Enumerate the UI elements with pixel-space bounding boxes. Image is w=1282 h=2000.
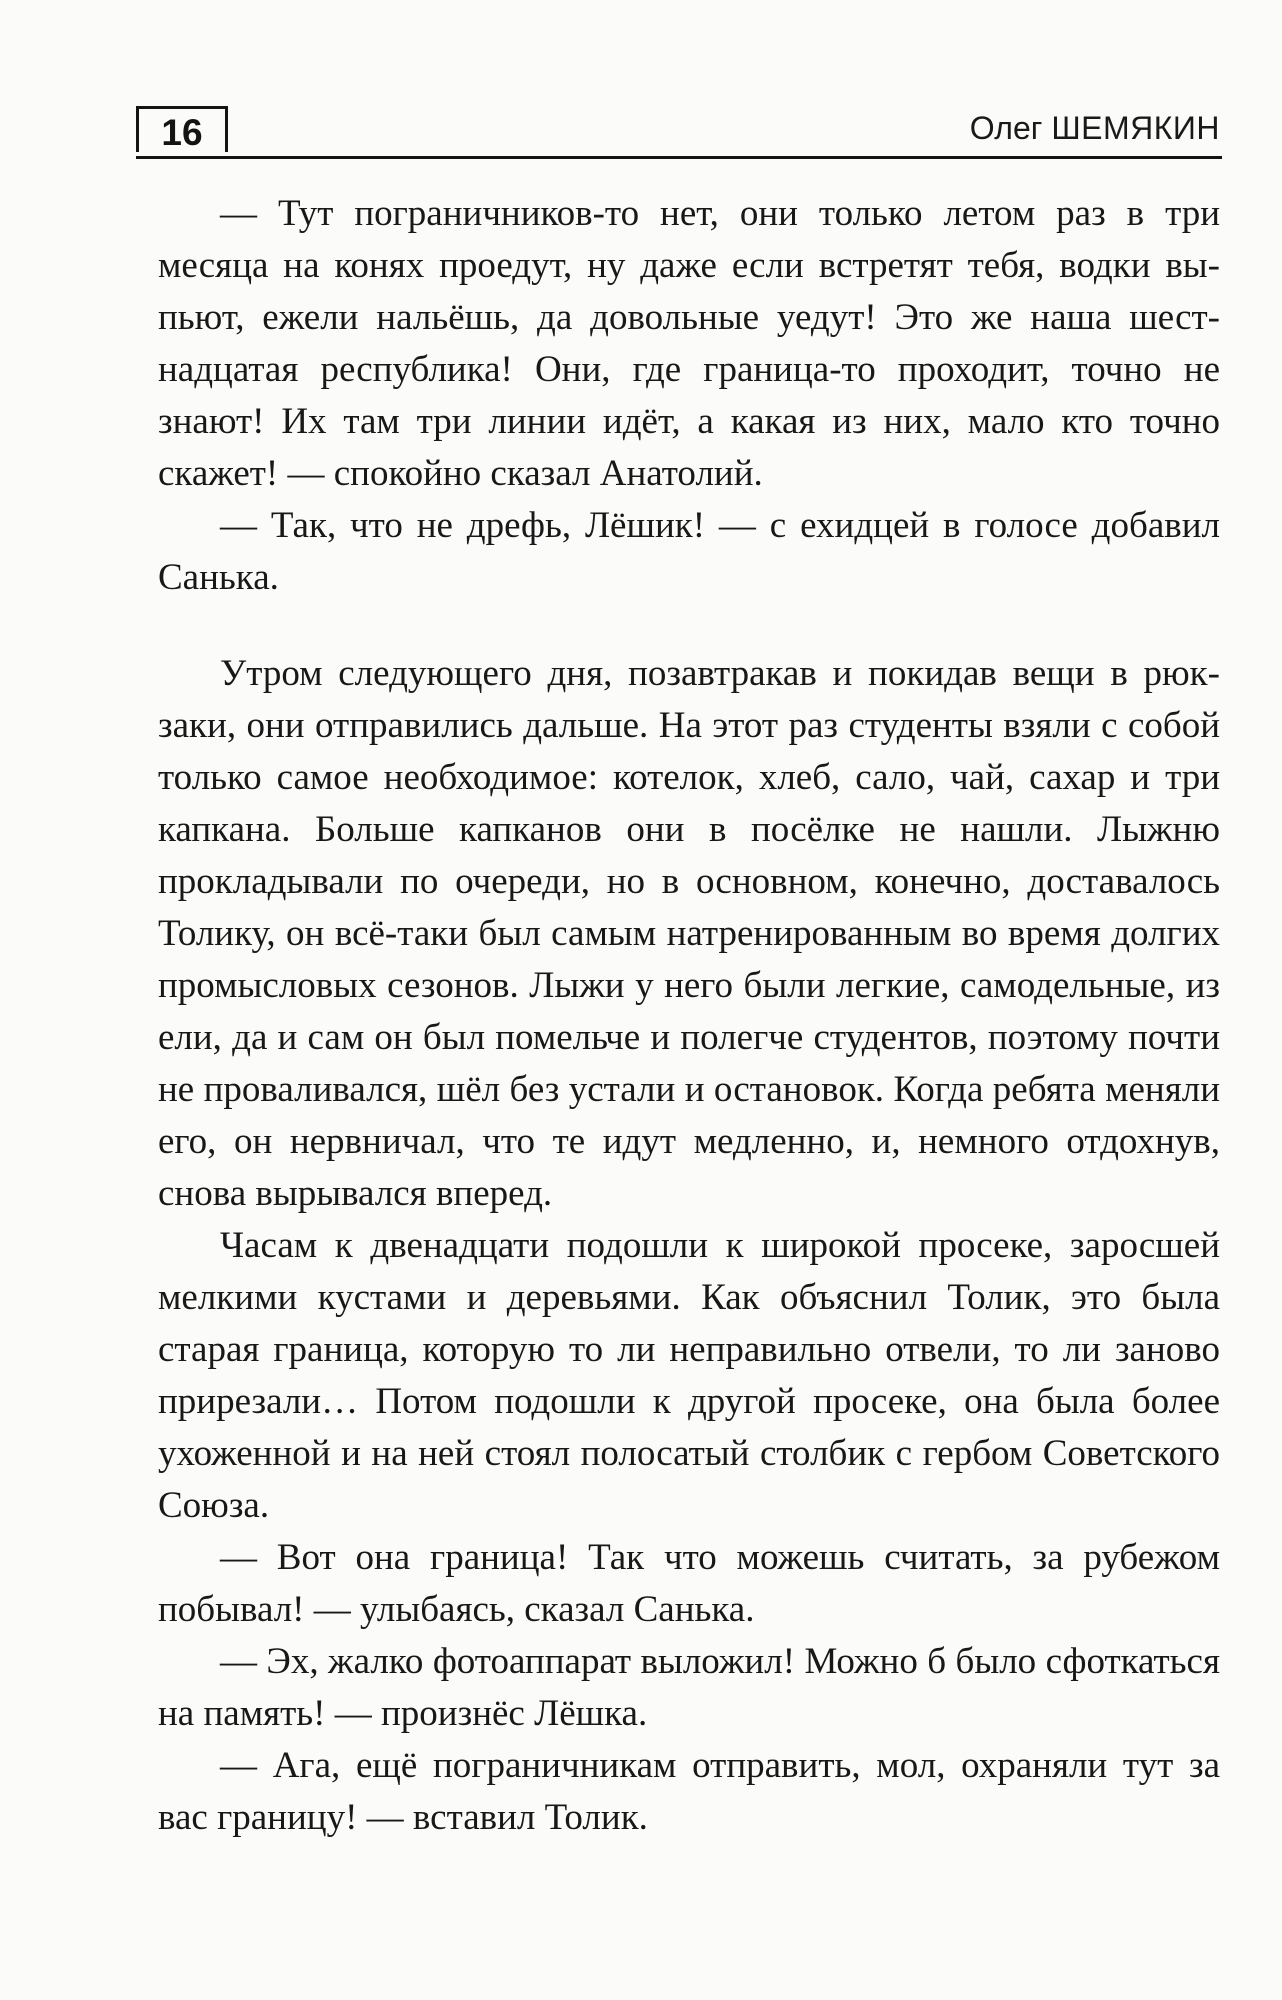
page-number: 16 <box>136 106 228 152</box>
paragraph: Часам к двенадцати подошли к широкой просеке, заросшей мелкими кустами и деревьями. Как объяснил Толик, это была старая граница, которую то ли неправильно отвели, то ли заново прирезали… Потом подошли к другой просеке, она была более ухоженной и на ней стоял полосатый столбик с гербом Советского Союза. <box>158 1225 1220 1526</box>
paragraph: — Вот она граница! Так что можешь считать, за рубежом побывал! — улыбаясь, сказал Санька. <box>158 1537 1220 1630</box>
paragraph: — Тут пограничников-то нет, они только летом раз в три месяца на конях проедут, ну даже если встретят тебя, водки выпьют, ежели нальёшь, да довольные уедут! Это же наша шестнадцатая республика! Они, где граница-то проходит, точно не знают! Их там три линии идёт, а какая из них, мало кто точно скажет! — спокойно сказал Анатолий. <box>158 193 1220 494</box>
paragraph: — Эх, жалко фотоаппарат выложил! Можно б было сфоткаться на память! — произнёс Лёшка. <box>158 1641 1220 1734</box>
author-first-name: Олег <box>969 110 1043 146</box>
author-surname: ШЕМЯКИН <box>1051 110 1220 146</box>
page-header <box>136 106 1222 159</box>
paragraph: — Так, что не дрефь, Лёшик! — с ехидцей в голосе добавил Санька. <box>158 505 1220 598</box>
paragraph: — Ага, ещё пограничникам отправить, мол, охраняли тут за вас границу! — вставил Толик. <box>158 1745 1220 1838</box>
paragraph: Утром следующего дня, позавтракав и покидав вещи в рюкзаки, они отправились дальше. На этот раз студенты взяли с собой только самое необходимое: котелок, хлеб, сало, чай, сахар и три капкана. Больше капканов они в посёлке не нашли. Лыжню прокладывали по очереди, но в основном, конечно, доставалось Толику, он всё-таки был самым натренированным во время долгих промысловых сезонов. Лыжи у него были легкие, самодельные, из ели, да и сам он был помельче и полегче студентов, поэтому почти не проваливался, шёл без устали и остановок. Когда ребята меняли его, он нервничал, что те идут медленно, и, немного отдохнув, снова вырывался вперед. <box>158 653 1220 1214</box>
running-head <box>970 108 1220 148</box>
body-text <box>158 188 1220 1844</box>
